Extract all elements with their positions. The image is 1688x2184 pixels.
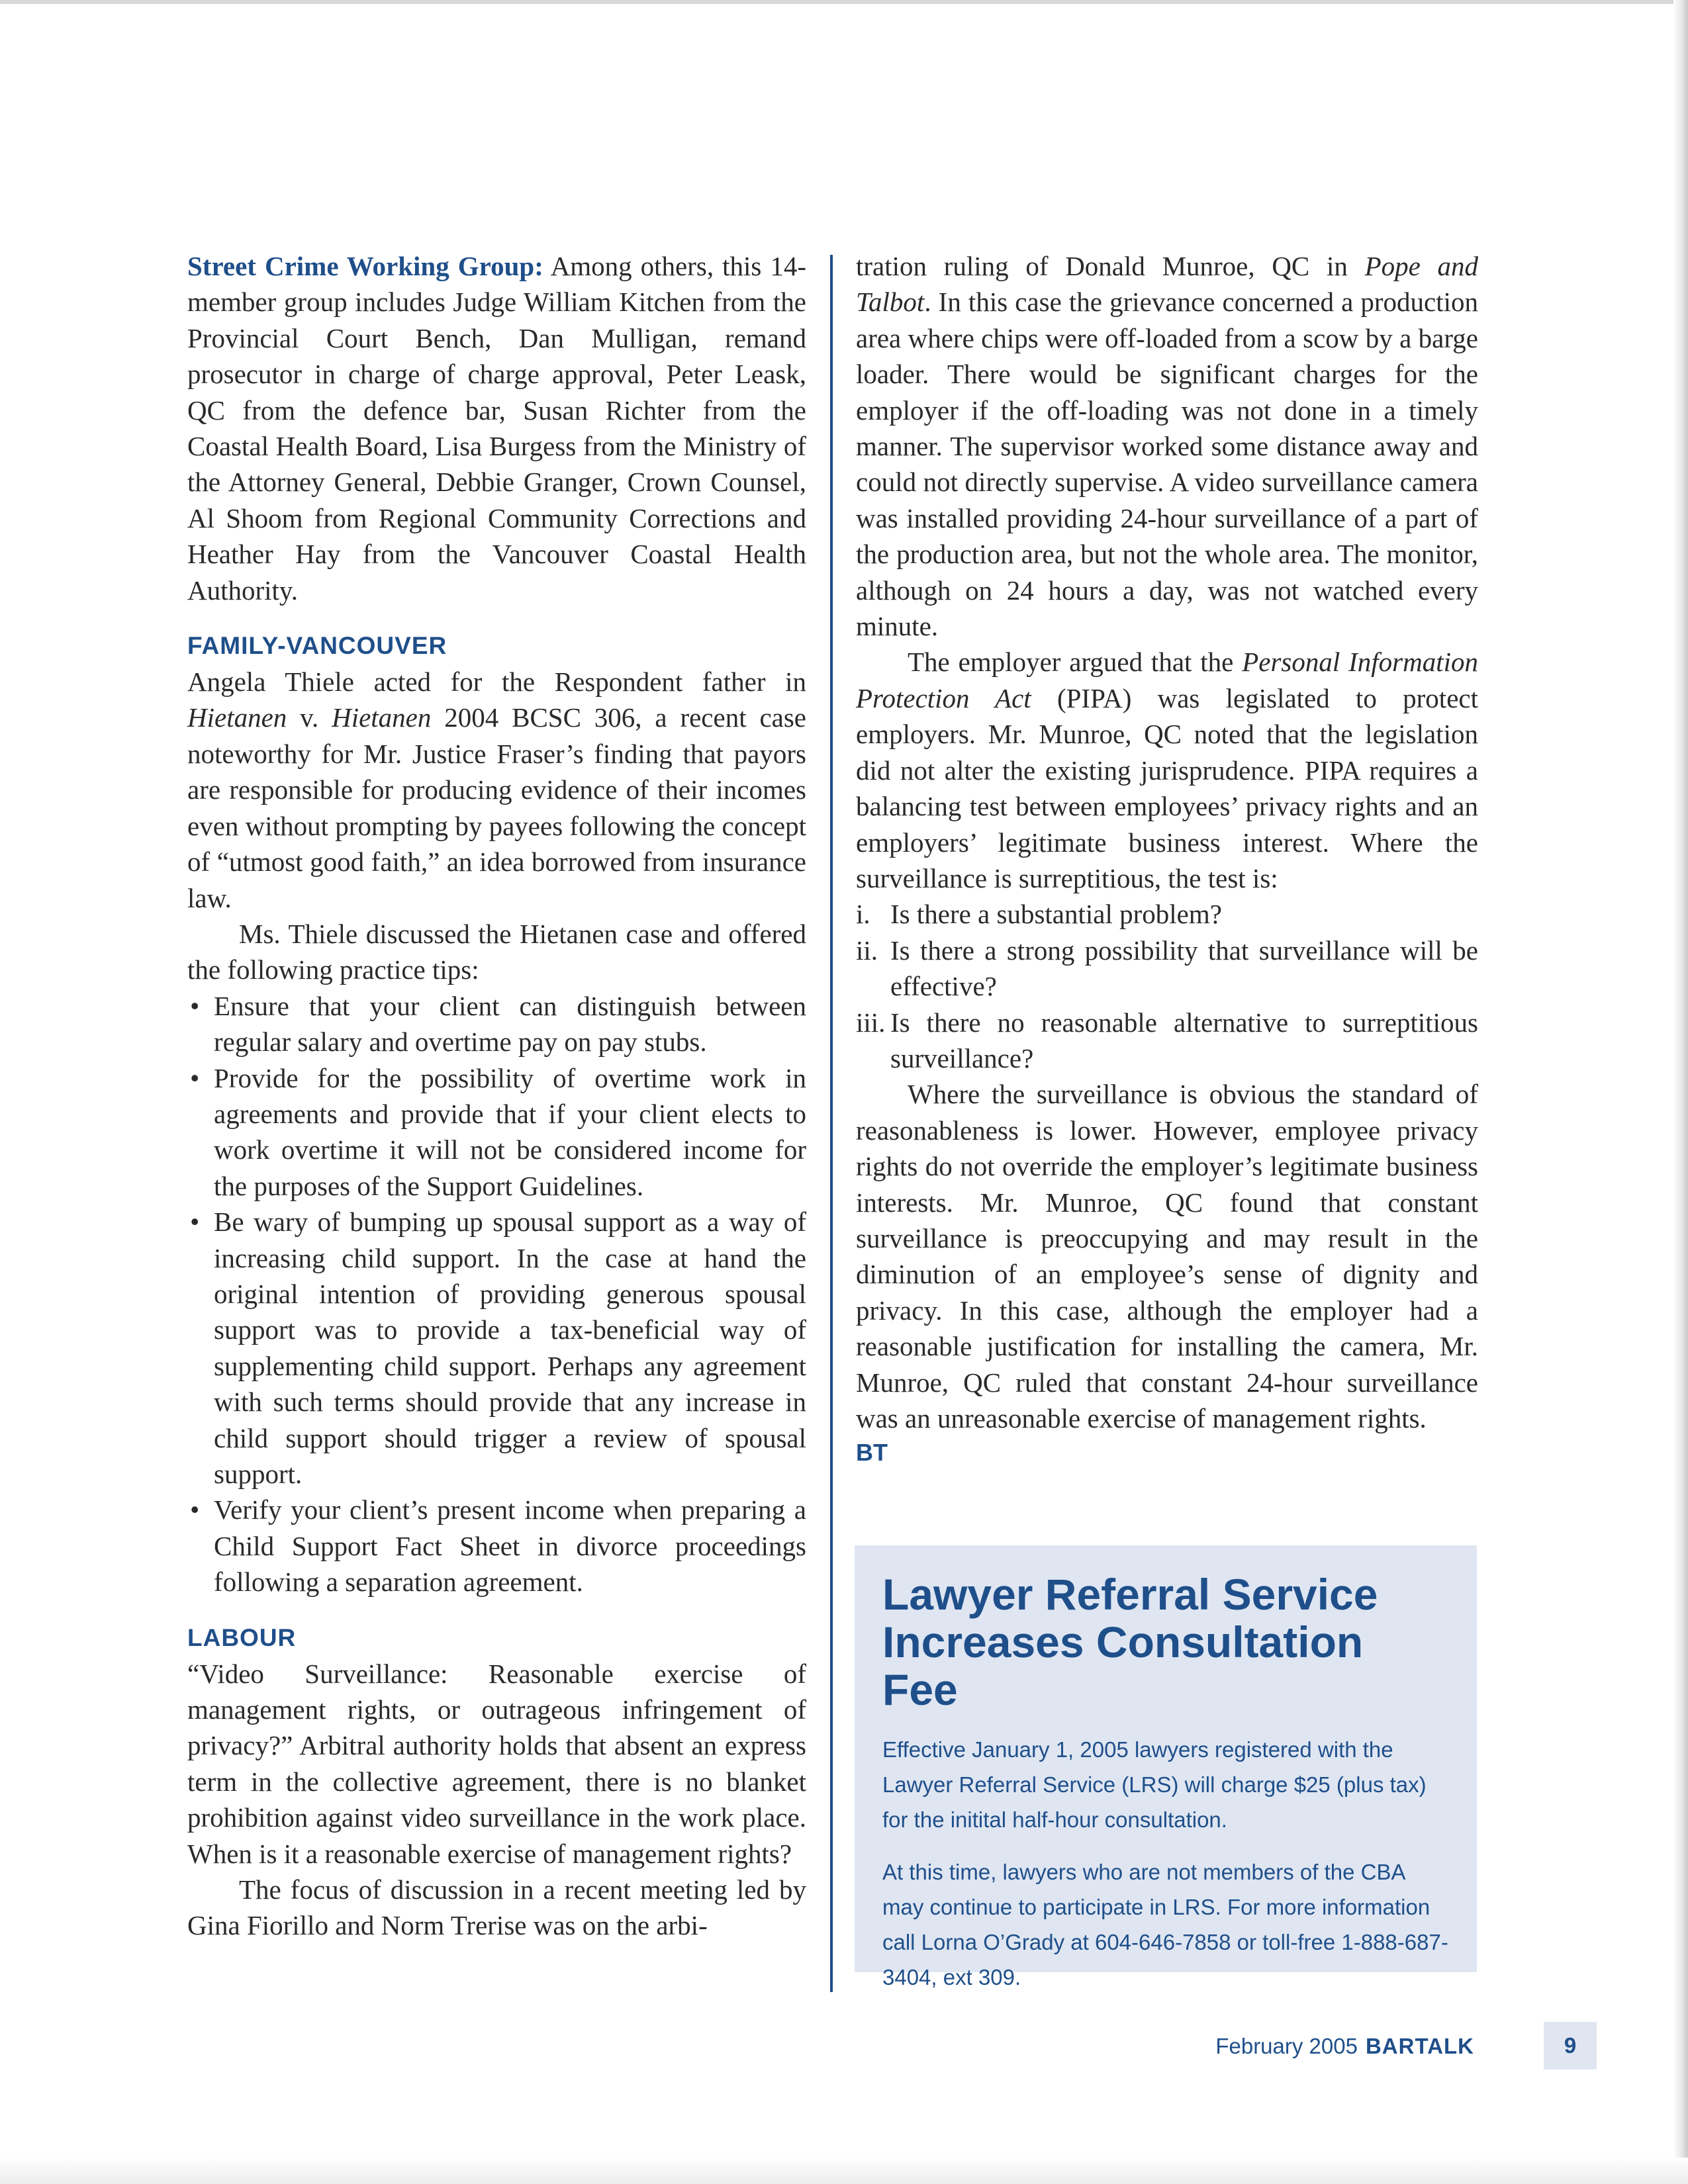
- scan-edge-top: [0, 0, 1688, 4]
- case-name-hietanen-2: Hietanen: [332, 702, 432, 733]
- family-p1-versus: v.: [287, 702, 332, 733]
- end-mark: BT: [856, 1439, 888, 1467]
- practice-tip: • Provide for the possibility of overtime work in agreements and provide that if your client elects to work overtime it will not be considered income for the purposes of the Support Guidelines.: [187, 1060, 806, 1205]
- page-footer: [1125, 2030, 1474, 2063]
- labour-paragraph-1: “Video Surveillance: Reasonable exercise of management rights, or outrageous infringement of privacy?” Arbitral authority holds that absent an express term in the collective agreement, there is no blanket prohibition against video surveillance in the work place. When is it a reasonable exercise of management rights?: [187, 1658, 806, 1869]
- test-item: [856, 933, 1478, 1005]
- right-paragraph-2: [856, 644, 1478, 896]
- street-crime-text: Among others, this 14-member group includes Judge William Kitchen from the Provincial Court Bench, Dan Mulligan, remand prosecutor in charge of charge approval, Peter Leask, QC from the defence bar, Susan Richter from the Coastal Health Board, Lisa Burgess from the Ministry of the Attorney General, Debbie Granger, Crown Counsel, Al Shoom from Regional Community Corrections and Heather Hay from the Vancouver Coastal Health Authority.: [187, 251, 806, 606]
- test-item: [856, 896, 1478, 932]
- left-column: [187, 248, 806, 1944]
- lrs-sidebar-box: [855, 1545, 1477, 1989]
- labour-paragraph-2: The focus of discussion in a recent meeting led by Gina Fiorillo and Norm Trerise was on the arbi-: [187, 1874, 806, 1941]
- case-name-pope-talbot: Pope and Talbot: [856, 251, 1478, 318]
- footer-publication: BARTALK: [1365, 2034, 1474, 2058]
- right-p2-text-a: The employer argued that the: [908, 647, 1243, 678]
- test-item-number: ii.: [856, 934, 878, 966]
- practice-tip: • Verify your client’s present income when preparing a Child Support Fact Sheet in divorce proceedings following a separation agreement.: [187, 1492, 806, 1600]
- right-p1-text-a: tration ruling of Donald Munroe, QC in: [856, 251, 1365, 281]
- test-item-text: Is there no reasonable alternative to surreptitious surveillance?: [890, 1007, 1478, 1073]
- test-item-text: Is there a substantial problem?: [890, 899, 1222, 930]
- right-p2-text-b: (PIPA) was legislated to protect employers. Mr. Munroe, QC noted that the legislation did not alter the existing jurisprudence. PIPA requires a balancing test between employees’ privacy rights and an employers’ legitimate business interest. Where the surveillance is surreptitious, the test is:: [856, 682, 1478, 893]
- family-p1-text-b: 2004 BCSC 306, a recent case noteworthy for Mr. Justice Fraser’s finding that payors are responsible for producing evidence of their incomes even without prompting by payees following the concept of “utmost good faith,” an idea borrowed from insurance law.: [187, 702, 806, 913]
- street-crime-paragraph: [187, 248, 806, 608]
- labour-heading: LABOUR: [187, 1623, 297, 1651]
- right-p1-text-b: . In this case the grievance concerned a production area where chips were off-loaded from a scow by a barge loader. There would be significant charges for the employer if the off-loading was not done in a timely manner. The supervisor worked some distance away and could not directly supervise. A video surveillance camera was installed providing 24-hour surveillance of a part of the production area, but not the whole area. The monitor, although on 24 hours a day, was not watched every minute.: [856, 287, 1478, 642]
- practice-tips-list: [187, 988, 806, 1600]
- scan-edge-bottom: [0, 2158, 1688, 2184]
- family-paragraph-2: Ms. Thiele discussed the Hietanen case and offered the following practice tips:: [187, 918, 806, 985]
- test-item-number: iii.: [856, 1007, 886, 1038]
- family-paragraph-1: [187, 664, 806, 916]
- family-vancouver-heading: FAMILY-VANCOUVER: [187, 632, 447, 660]
- case-name-hietanen-1: Hietanen: [187, 702, 287, 733]
- test-item-number: i.: [856, 899, 870, 930]
- right-paragraph-1: [856, 248, 1478, 644]
- right-column: [856, 248, 1478, 1469]
- right-paragraph-3: Where the surveillance is obvious the standard of reasonableness is lower. However, employee privacy rights do not override the employer’s legitimate business interests. Mr. Munroe, QC found that constant surveillance is preoccupying and may result in the diminution of an employee’s sense of dignity and privacy. In this case, although the employer had a reasonable justification for installing the camera, Mr. Munroe, QC ruled that constant 24-hour surveillance was an unreasonable exercise of management rights.: [856, 1079, 1478, 1433]
- sidebar-paragraph-1: Effective January 1, 2005 lawyers registered with the Lawyer Referral Service (LRS) will charge $25 (plus tax) for the initital half-hour consultation.: [882, 1737, 1427, 1832]
- page-number: 9: [1544, 2022, 1597, 2070]
- street-crime-heading: Street Crime Working Group:: [187, 251, 543, 281]
- column-divider: [830, 255, 833, 1992]
- footer-date: February 2005: [1215, 2034, 1358, 2058]
- practice-tip: • Be wary of bumping up spousal support as a way of increasing child support. In the case at hand the original intention of providing generous spousal support was to provide a tax-beneficial way of supplementing child support. Perhaps any agreement with such terms should provide that any increase in child support should trigger a review of spousal support.: [187, 1204, 806, 1492]
- sidebar-title: Lawyer Referral Service Increases Consultation Fee: [882, 1570, 1378, 1714]
- family-p1-text-a: Angela Thiele acted for the Respondent father in: [187, 666, 806, 698]
- practice-tip: • Ensure that your client can distinguish between regular salary and overtime pay on pay stubs.: [187, 988, 806, 1060]
- test-item-text: Is there a strong possibility that surveillance will be effective?: [890, 934, 1478, 1002]
- act-name-pipa: Personal Information Protection Act: [856, 647, 1479, 713]
- surveillance-test-list: [856, 896, 1478, 1076]
- sidebar-paragraph-2: At this time, lawyers who are not members of the CBA may continue to participate in LRS. For more information call Lorna O’Grady at 604-646-7858 or toll-free 1-888-687-3404, ext 309.: [882, 1860, 1448, 1989]
- scan-edge-right: [1673, 0, 1688, 2184]
- test-item: [856, 1005, 1478, 1077]
